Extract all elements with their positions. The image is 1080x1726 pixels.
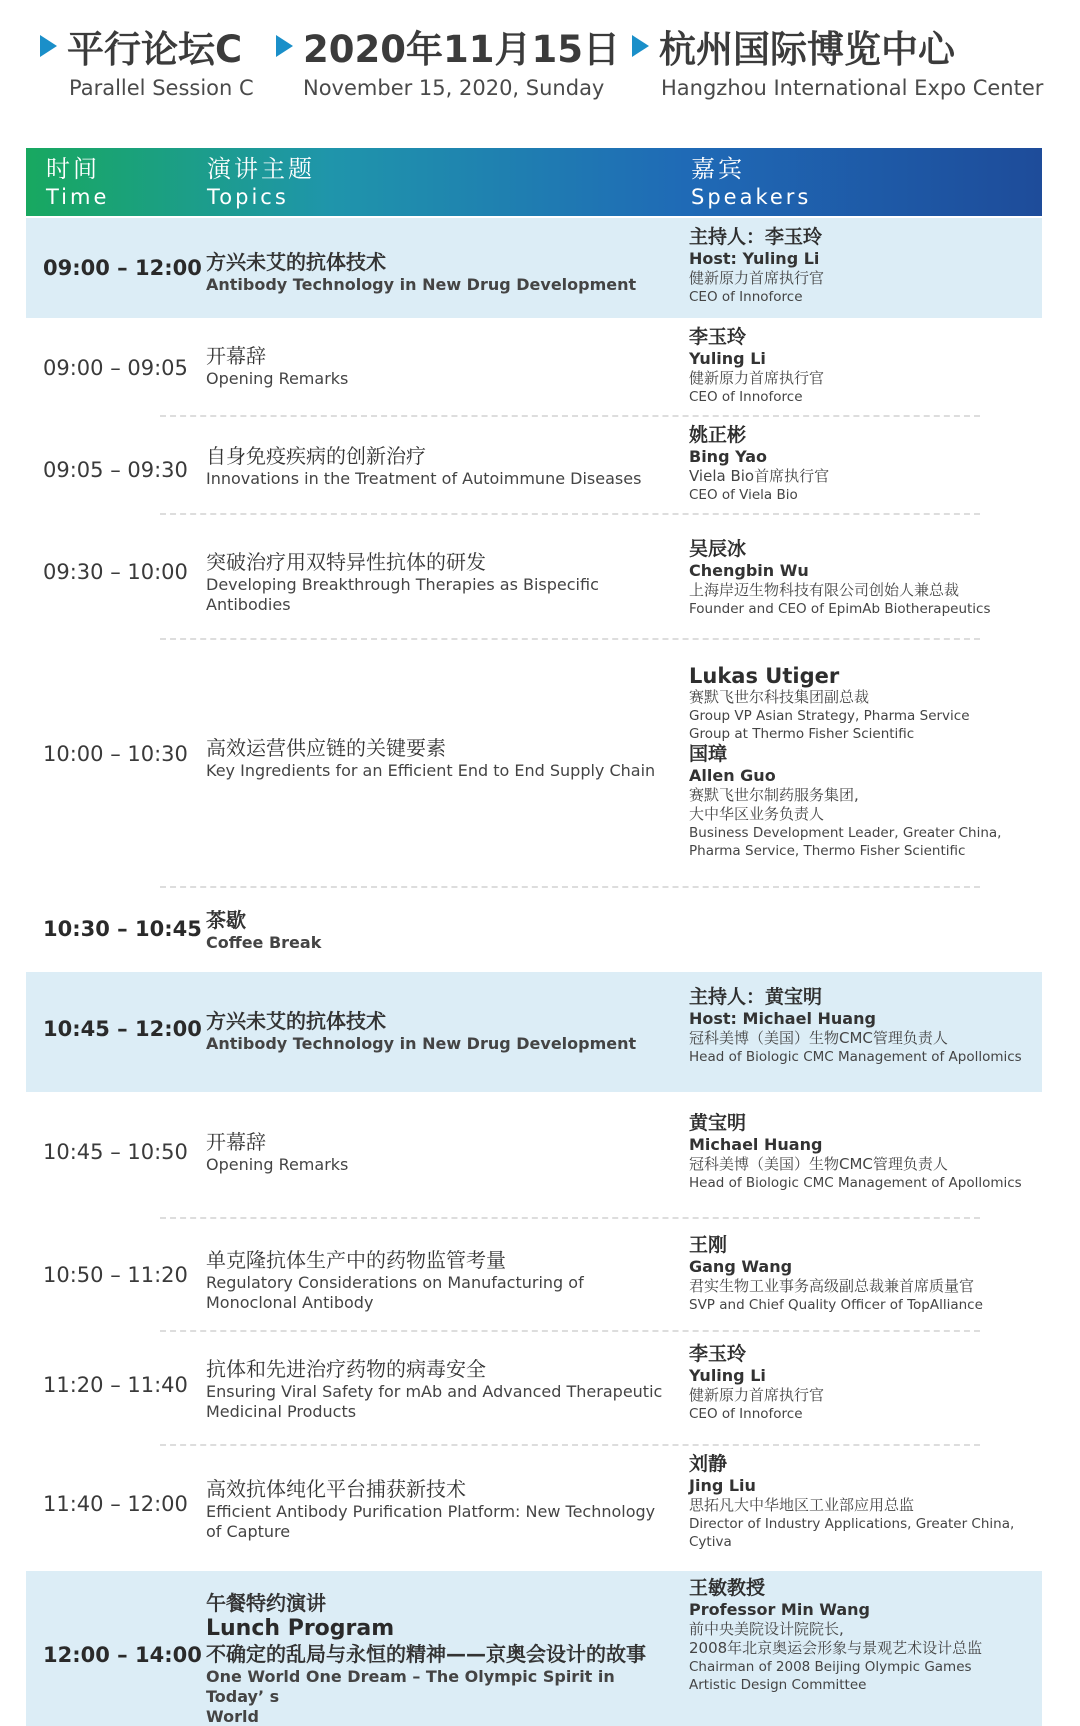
table-row	[26, 888, 1042, 970]
speaker-title-zh: 健新原力首席执行官	[689, 269, 825, 287]
table-header	[26, 148, 1042, 216]
topic-en: Monoclonal Antibody	[206, 1293, 374, 1312]
speaker-name: 姚正彬	[689, 424, 747, 446]
topic-zh: 午餐特约演讲	[206, 1591, 326, 1615]
speaker-title-en: CEO of Innoforce	[689, 389, 803, 405]
topic-en: of Capture	[206, 1522, 291, 1541]
row-topic	[206, 344, 676, 389]
speaker-name-en: Professor Min Wang	[689, 1600, 871, 1619]
speaker-title-en: Group at Thermo Fisher Scientific	[689, 726, 915, 742]
row-topic	[206, 908, 676, 953]
speaker-name-en: Host: Michael Huang	[689, 1009, 876, 1028]
row-time: 10:00 – 10:30	[43, 742, 188, 766]
topic-en: Key Ingredients for an Efficient End to End Supply Chain	[206, 761, 656, 780]
table-row	[26, 1571, 1042, 1726]
row-divider	[160, 638, 980, 640]
row-time: 10:50 – 11:20	[43, 1263, 188, 1287]
speaker-title-zh: 前中央美院设计院院长,	[689, 1620, 844, 1638]
table-row	[26, 1333, 1042, 1445]
col-topics-zh: 演讲主题	[207, 155, 315, 183]
speaker-title-zh: 赛默飞世尔制药服务集团,	[689, 786, 859, 804]
speaker-title-en: Head of Biologic CMC Management of Apollomics	[689, 1049, 1022, 1065]
table-row	[26, 1092, 1042, 1216]
speaker-title-en: Founder and CEO of EpimAb Biotherapeutics	[689, 601, 991, 617]
speaker-name: 主持人：李玉玲	[689, 226, 823, 248]
speaker-title-zh: 冠科美博（美国）生物CMC管理负责人	[689, 1029, 948, 1047]
topic-zh: 方兴未艾的抗体技术	[206, 250, 386, 274]
triangle-bullet-icon	[40, 35, 57, 57]
speaker-name: 李玉玲	[689, 1343, 747, 1365]
table-row	[26, 418, 1042, 513]
row-time: 09:00 – 12:00	[43, 256, 202, 280]
topic-en: One World One Dream – The Olympic Spirit in Today’ s	[206, 1667, 615, 1706]
col-speakers	[691, 154, 811, 210]
row-topic	[206, 1477, 676, 1542]
col-time-en: Time	[46, 185, 110, 209]
topic-zh: 开幕辞	[206, 344, 266, 368]
speaker-name: 李玉玲	[689, 326, 747, 348]
row-time: 11:40 – 12:00	[43, 1492, 188, 1516]
speaker-title-en: Business Development Leader, Greater China,	[689, 825, 1002, 841]
speaker-title-zh: 2008年北京奥运会形象与景观艺术设计总监	[689, 1639, 983, 1657]
row-time: 12:00 – 14:00	[43, 1643, 202, 1667]
speaker-name: 王敏教授	[689, 1577, 766, 1599]
topic-zh: 抗体和先进治疗药物的病毒安全	[206, 1357, 486, 1381]
topic-en: Opening Remarks	[206, 369, 349, 388]
topic-zh: 方兴未艾的抗体技术	[206, 1009, 386, 1033]
speaker-name-en: Yuling Li	[689, 1366, 766, 1385]
session-title: 平行论坛C	[67, 28, 243, 71]
speaker-title-en: Director of Industry Applications, Greater China,	[689, 1516, 1015, 1532]
row-topic	[206, 736, 676, 781]
venue-subtitle: Hangzhou International Expo Center	[661, 76, 1044, 100]
session-subtitle: Parallel Session C	[69, 76, 254, 100]
topic-zh: 开幕辞	[206, 1130, 266, 1154]
row-topic	[206, 444, 676, 489]
speaker-title-zh: 思拓凡大中华地区工业部应用总监	[689, 1496, 915, 1514]
speaker-name: 吴辰冰	[689, 538, 747, 560]
speaker-title-zh: 赛默飞世尔科技集团副总裁	[689, 688, 870, 706]
row-speakers	[689, 1343, 1039, 1423]
row-divider	[160, 1444, 980, 1446]
topic-zh: 突破治疗用双特异性抗体的研发	[206, 550, 486, 574]
speaker-name: 刘静	[689, 1453, 728, 1475]
venue-title: 杭州国际博览中心	[659, 28, 955, 71]
topic-zh: 高效运营供应链的关键要素	[206, 736, 446, 760]
venue-block	[632, 22, 1043, 100]
topic-en: World	[206, 1707, 259, 1726]
topic-en: Opening Remarks	[206, 1155, 349, 1174]
table-row	[26, 972, 1042, 1092]
topic-zh: 不确定的乱局与永恒的精神——京奥会设计的故事	[206, 1642, 646, 1666]
speaker-title-en: Chairman of 2008 Beijing Olympic Games	[689, 1659, 972, 1675]
topic-en: Antibody Technology in New Drug Development	[206, 275, 637, 294]
row-speakers	[689, 665, 1039, 860]
row-divider	[160, 415, 980, 417]
speaker-title-zh: 君实生物工业事务高级副总裁兼首席质量官	[689, 1277, 975, 1295]
speaker-name: Lukas Utiger	[689, 664, 840, 688]
table-row	[26, 318, 1042, 418]
speaker-title-zh: Viela Bio首席执行官	[689, 467, 830, 485]
table-row	[26, 641, 1042, 886]
speaker-title-en: Head of Biologic CMC Management of Apollomics	[689, 1175, 1022, 1191]
row-topic	[206, 1357, 676, 1422]
date-block	[276, 22, 620, 100]
speaker-title-zh: 健新原力首席执行官	[689, 369, 825, 387]
speaker-name-en: Gang Wang	[689, 1257, 793, 1276]
speaker-title-en: SVP and Chief Quality Officer of TopAlliance	[689, 1297, 983, 1313]
speaker-name: 主持人：黄宝明	[689, 986, 823, 1008]
row-time: 10:45 – 12:00	[43, 1017, 202, 1041]
topic-zh: 高效抗体纯化平台捕获新技术	[206, 1477, 466, 1501]
table-row	[26, 1447, 1042, 1569]
speaker-title-en: Cytiva	[689, 1534, 732, 1550]
row-speakers	[689, 986, 1039, 1066]
row-time: 10:45 – 10:50	[43, 1140, 188, 1164]
table-row	[26, 218, 1042, 318]
speaker-name-en: Host: Yuling Li	[689, 249, 820, 268]
row-time: 11:20 – 11:40	[43, 1373, 188, 1397]
speaker-name: 黄宝明	[689, 1112, 747, 1134]
row-speakers	[689, 1234, 1039, 1314]
speaker-title-en: CEO of Innoforce	[689, 289, 803, 305]
speaker-name: 王刚	[689, 1234, 728, 1256]
topic-zh: 单克隆抗体生产中的药物监管考量	[206, 1248, 506, 1272]
date-subtitle: November 15, 2020, Sunday	[303, 76, 605, 100]
speaker-name: 国璋	[689, 743, 728, 765]
speaker-title-en: CEO of Innoforce	[689, 1406, 803, 1422]
row-speakers	[689, 424, 1039, 504]
row-topic	[206, 550, 606, 615]
speaker-name-en: Chengbin Wu	[689, 561, 809, 580]
triangle-bullet-icon	[632, 35, 649, 57]
topic-zh: 自身免疫疾病的创新治疗	[206, 444, 426, 468]
topic-zh: 茶歇	[206, 908, 246, 932]
speaker-name-en: Yuling Li	[689, 349, 766, 368]
speaker-name-en: Allen Guo	[689, 766, 776, 785]
col-time-zh: 时间	[46, 155, 100, 183]
row-speakers	[689, 226, 1039, 306]
speaker-title-zh: 健新原力首席执行官	[689, 1386, 825, 1404]
topic-en: Coffee Break	[206, 933, 322, 952]
speaker-title-en: Group VP Asian Strategy, Pharma Service	[689, 708, 970, 724]
col-time	[46, 154, 109, 210]
row-time: 10:30 – 10:45	[43, 917, 202, 941]
topic-en: Regulatory Considerations on Manufacturing of	[206, 1273, 584, 1292]
row-topic	[206, 1248, 676, 1313]
row-divider	[160, 1330, 980, 1332]
col-speakers-zh: 嘉宾	[691, 155, 745, 183]
row-topic	[206, 1009, 676, 1054]
topic-en: Medicinal Products	[206, 1402, 357, 1421]
row-topic	[206, 250, 676, 295]
row-time: 09:05 – 09:30	[43, 458, 188, 482]
speaker-title-en: CEO of Viela Bio	[689, 487, 798, 503]
row-topic	[206, 1591, 676, 1726]
row-speakers	[689, 1577, 1039, 1694]
speaker-title-en: Artistic Design Committee	[689, 1677, 867, 1693]
speaker-name-en: Jing Liu	[689, 1476, 756, 1495]
table-row	[26, 516, 1042, 636]
table-row	[26, 1220, 1042, 1332]
session-block	[40, 22, 254, 100]
col-topics	[207, 154, 315, 210]
speaker-title-zh: 冠科美博（美国）生物CMC管理负责人	[689, 1155, 948, 1173]
col-speakers-en: Speakers	[691, 185, 812, 209]
row-speakers	[689, 326, 1039, 406]
col-topics-en: Topics	[207, 185, 289, 209]
row-speakers	[689, 1112, 1039, 1192]
speaker-name-en: Bing Yao	[689, 447, 767, 466]
date-title: 2020年11月15日	[303, 28, 620, 71]
lunch-program-title: Lunch Program	[206, 1616, 395, 1641]
speaker-title-zh: 大中华区业务负责人	[689, 805, 825, 823]
topic-en: Innovations in the Treatment of Autoimmune Diseases	[206, 469, 642, 488]
speaker-name-en: Michael Huang	[689, 1135, 823, 1154]
row-topic	[206, 1130, 676, 1175]
topic-en: Antibody Technology in New Drug Development	[206, 1034, 637, 1053]
topic-en: Developing Breakthrough Therapies as Bispecific Antibodies	[206, 575, 599, 614]
topic-en: Efficient Antibody Purification Platform: New Technology	[206, 1502, 656, 1521]
row-speakers	[689, 1453, 1039, 1551]
row-time: 09:00 – 09:05	[43, 356, 188, 380]
triangle-bullet-icon	[276, 35, 293, 57]
topic-en: Ensuring Viral Safety for mAb and Advanced Therapeutic	[206, 1382, 663, 1401]
row-speakers	[689, 538, 1039, 618]
speaker-title-zh: 上海岸迈生物科技有限公司创始人兼总裁	[689, 581, 960, 599]
row-time: 09:30 – 10:00	[43, 560, 188, 584]
row-divider	[160, 1217, 980, 1219]
row-divider	[160, 513, 980, 515]
speaker-title-en: Pharma Service, Thermo Fisher Scientific	[689, 843, 966, 859]
